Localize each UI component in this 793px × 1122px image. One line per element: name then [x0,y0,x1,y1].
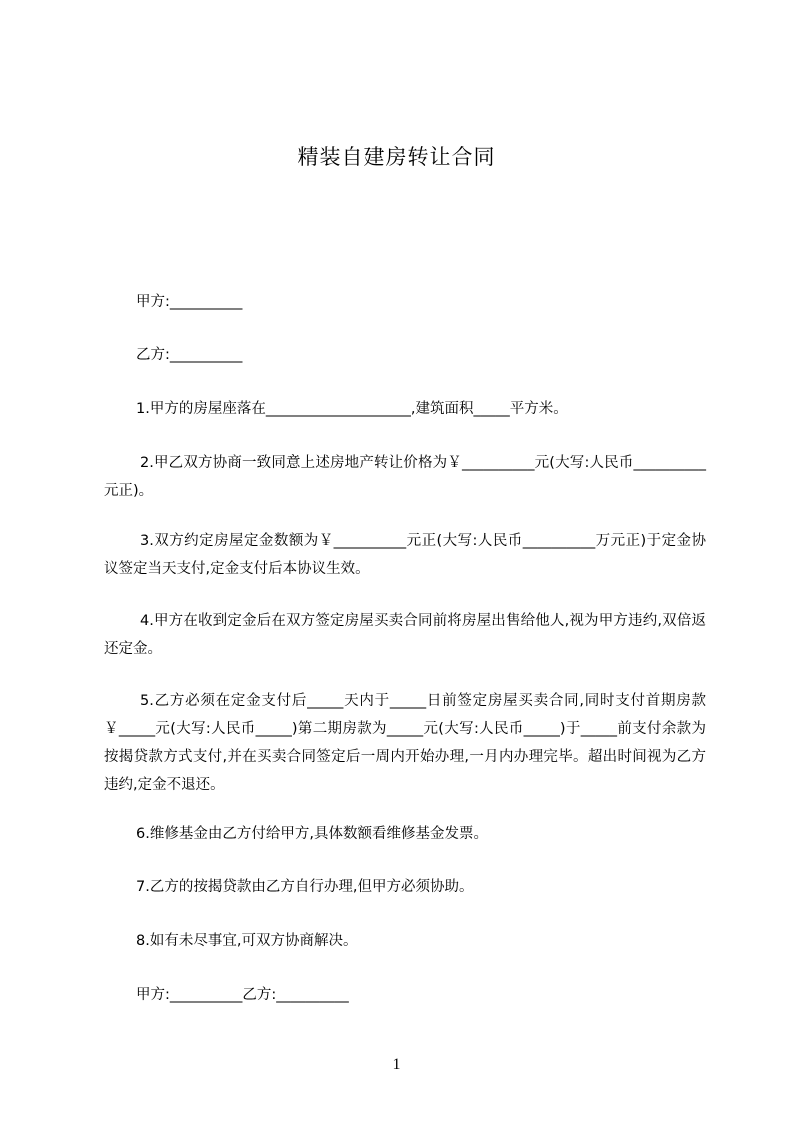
signature-line: 甲方:__________乙方:__________ [136,987,349,1003]
document-title: 精装自建房转让合同 [297,145,496,169]
clause-2: 2.甲乙双方协商一致同意上述房地产转让价格为￥__________元(大写:人民币__________元正)。 [104,455,706,499]
clause-8: 8.如有未尽事宜,可双方协商解决。 [136,933,358,949]
clause-7: 7.乙方的按揭贷款由乙方自行办理,但甲方必须协助。 [136,879,474,895]
party-b-line: 乙方:__________ [136,347,243,363]
clause-3: 3.双方约定房屋定金数额为￥__________元正(大写:人民币__________万元正)于定金协议签定当天支付,定金支付后本协议生效。 [104,533,706,577]
page-number: 1 [392,1056,401,1073]
party-a-line: 甲方:__________ [136,294,243,310]
clause-5: 5.乙方必须在定金支付后_____天内于_____日前签定房屋买卖合同,同时支付首期房款￥_____元(大写:人民币_____)第二期房款为_____元(大写:人民币_____)于_____前支付余款为按揭贷款方式支付,并在买卖合同签定后一周内开始办理,一月内办理完毕。超出时间视为乙方违约,定金不退还。 [104,693,706,793]
clause-4: 4.甲方在收到定金后在双方签定房屋买卖合同前将房屋出售给他人,视为甲方违约,双倍返还定金。 [104,613,706,657]
clause-6: 6.维修基金由乙方付给甲方,具体数额看维修基金发票。 [136,826,488,842]
clause-1: 1.甲方的房屋座落在____________________,建筑面积_____平方米。 [136,401,568,417]
